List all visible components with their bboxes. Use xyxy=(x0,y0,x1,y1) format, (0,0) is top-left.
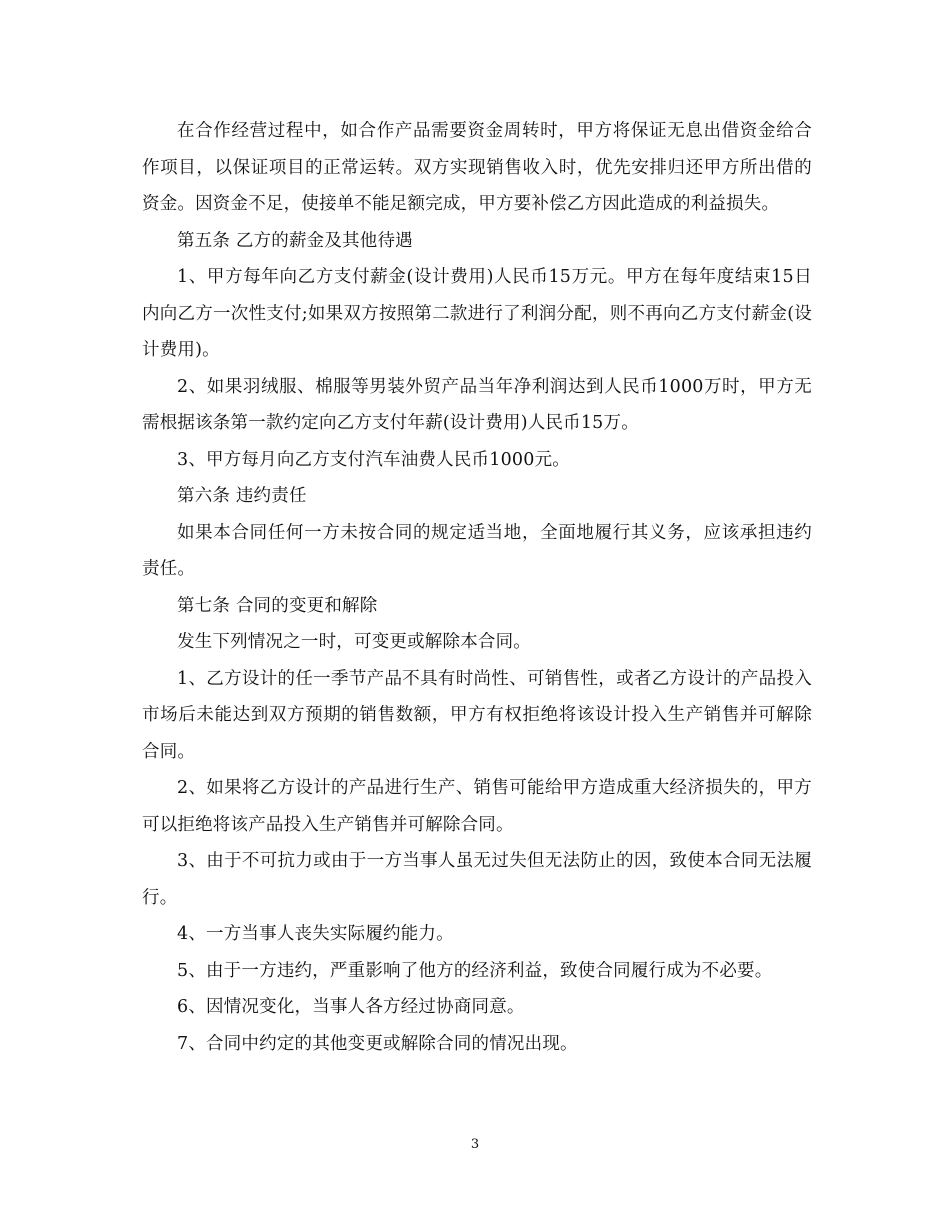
paragraph-termination-item-4: 4、一方当事人丧失实际履约能力。 xyxy=(177,924,454,944)
paragraph-termination-intro: 发生下列情况之一时，可变更或解除本合同。 xyxy=(177,632,531,652)
paragraph-termination-item-5: 5、由于一方违约，严重影响了他方的经济利益，致使合同履行成为不必要。 xyxy=(177,960,773,981)
paragraph-termination-item-7: 7、合同中约定的其他变更或解除合同的情况出现。 xyxy=(177,1033,578,1054)
article-5-heading: 第五条 乙方的薪金及其他待遇 xyxy=(177,230,413,251)
paragraph-capital-turnover: 在合作经营过程中，如合作产品需要资金周转时，甲方将保证无息出借资金给合作项目，以保证项目的正常运转。双方实现销售收入时，优先安排归还甲方所出借的资金。因资金不足，使接单不能足额完成，甲方要补偿乙方因此造成的利益损失。 xyxy=(142,121,812,214)
article-6-heading: 第六条 违约责任 xyxy=(177,486,307,506)
paragraph-termination-item-3: 3、由于不可抗力或由于一方当事人虽无过失但无法防止的因，致使本合同无法履行。 xyxy=(142,851,812,908)
article-7-heading: 第七条 合同的变更和解除 xyxy=(177,595,378,616)
paragraph-salary-clause-1: 1、甲方每年向乙方支付薪金(设计费用)人民币15万元。甲方在每年度结束15日内向乙方一次性支付;如果双方按照第二款进行了利润分配，则不再向乙方支付薪金(设计费用)。 xyxy=(142,267,812,360)
paragraph-salary-clause-3: 3、甲方每月向乙方支付汽车油费人民币1000元。 xyxy=(177,449,570,470)
paragraph-termination-item-6: 6、因情况变化，当事人各方经过协商同意。 xyxy=(177,997,525,1017)
page-number: 3 xyxy=(470,1137,480,1152)
paragraph-breach-liability: 如果本合同任何一方未按合同的规定适当地，全面地履行其义务，应该承担违约责任。 xyxy=(142,522,812,579)
paragraph-salary-clause-2: 2、如果羽绒服、棉服等男装外贸产品当年净利润达到人民币1000万时，甲方无需根据该条第一款约定向乙方支付年薪(设计费用)人民币15万。 xyxy=(142,376,812,433)
paragraph-termination-item-1: 1、乙方设计的任一季节产品不具有时尚性、可销售性，或者乙方设计的产品投入市场后未能达到双方预期的销售数额，甲方有权拒绝将该设计投入生产销售并可解除合同。 xyxy=(142,668,812,762)
document-body xyxy=(142,113,812,1062)
paragraph-termination-item-2: 2、如果将乙方设计的产品进行生产、销售可能给甲方造成重大经济损失的，甲方可以拒绝将该产品投入生产销售并可解除合同。 xyxy=(142,778,812,835)
